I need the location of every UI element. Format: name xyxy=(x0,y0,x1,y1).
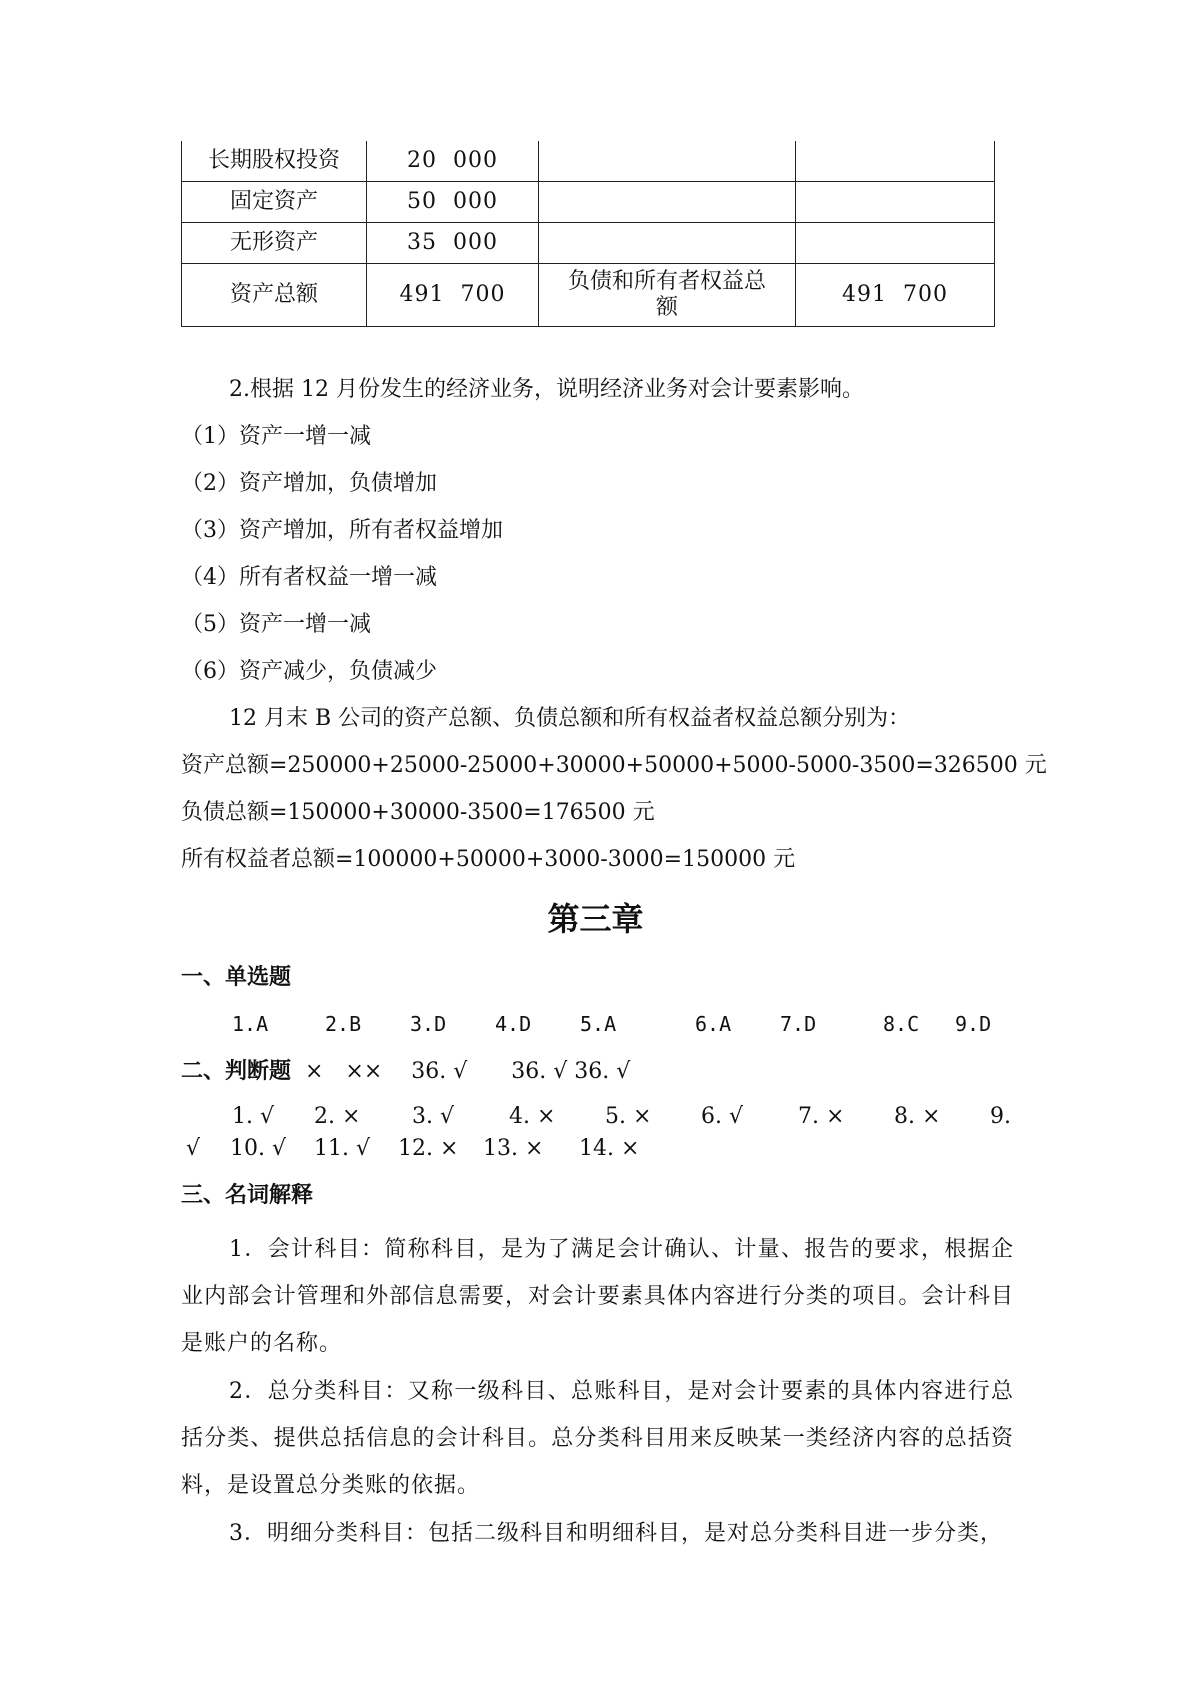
table-row xyxy=(182,223,995,264)
table-cell: 50 000 xyxy=(367,182,539,223)
formula-liabilities: 负债总额=150000+30000-3500=176500 元 xyxy=(181,800,655,825)
answer-item: 2. × xyxy=(314,1104,361,1129)
answer-item: 7. × xyxy=(798,1104,845,1129)
formula-assets: 资产总额=250000+25000-25000+30000+50000+5000-5000-3500=326500 元 xyxy=(181,753,1047,778)
table-cell xyxy=(796,141,995,182)
table-row xyxy=(182,182,995,223)
answer-item: 1.A xyxy=(232,1012,269,1036)
table-cell: 固定资产 xyxy=(182,182,367,223)
formula-equity: 所有权益者总额=100000+50000+3000-3000=150000 元 xyxy=(181,847,796,872)
summary-text: 12 月末 B 公司的资产总额、负债总额和所有权益者权益总额分别为： xyxy=(229,706,911,731)
table-row xyxy=(182,264,995,327)
term-paragraph: 1．会计科目：简称科目，是为了满足会计确认、计量、报告的要求，根据企业内部会计管理和外部信息需要，对会计要素具体内容进行分类的项目。会计科目是账户的名称。 xyxy=(181,1237,1014,1356)
answer-item: 5.A xyxy=(580,1012,617,1036)
term-paragraph: 3．明细分类科目：包括二级科目和明细科目，是对总分类科目进一步分类， xyxy=(229,1521,1003,1546)
answer-item: 6. √ xyxy=(701,1104,744,1129)
answer-item: 7.D xyxy=(780,1012,817,1036)
answer-item: 8. × xyxy=(894,1104,941,1129)
table-cell: 491 700 xyxy=(367,264,539,327)
table-cell xyxy=(796,182,995,223)
answer-item: 9. xyxy=(990,1104,1011,1129)
table-cell xyxy=(539,223,796,264)
table-row xyxy=(182,141,995,182)
true-false-heading: 二、判断题 xyxy=(181,1059,292,1084)
table-cell: 负债和所有者权益总额 xyxy=(539,264,796,327)
answer-item: 14. × xyxy=(579,1136,640,1161)
table-cell: 无形资产 xyxy=(182,223,367,264)
answer-item: 3.D xyxy=(410,1012,447,1036)
table-cell xyxy=(796,223,995,264)
balance-table xyxy=(181,141,995,327)
chapter-title: 第三章 xyxy=(547,900,644,938)
true-false-heading-marks: × ×× 36. √ 36. √ 36. √ xyxy=(305,1059,631,1084)
answer-item: 6.A xyxy=(695,1012,732,1036)
answer-item: 10. √ xyxy=(230,1136,286,1161)
table-cell xyxy=(539,141,796,182)
answer-item: 9.D xyxy=(955,1012,992,1036)
table-cell: 长期股权投资 xyxy=(182,141,367,182)
answer-item: 3. √ xyxy=(412,1104,455,1129)
answer-item: 13. × xyxy=(483,1136,544,1161)
list-item: （1）资产一增一减 xyxy=(181,424,371,449)
list-item: （2）资产增加，负债增加 xyxy=(181,471,437,496)
table-cell: 491 700 xyxy=(796,264,995,327)
term-paragraph: 2．总分类科目：又称一级科目、总账科目，是对会计要素的具体内容进行总括分类、提供总括信息的会计科目。总分类科目用来反映某一类经济内容的总括资料，是设置总分类账的依据。 xyxy=(181,1379,1014,1498)
answer-item: √ xyxy=(186,1136,201,1161)
table-cell: 20 000 xyxy=(367,141,539,182)
answer-item: 12. × xyxy=(398,1136,459,1161)
list-item: （3）资产增加，所有者权益增加 xyxy=(181,518,503,543)
answer-item: 11. √ xyxy=(314,1136,370,1161)
answer-item: 8.C xyxy=(883,1012,920,1036)
table-cell xyxy=(539,182,796,223)
answer-item: 4. × xyxy=(509,1104,556,1129)
answer-item: 4.D xyxy=(495,1012,532,1036)
answer-item: 1. √ xyxy=(232,1104,275,1129)
list-item: （4）所有者权益一增一减 xyxy=(181,565,437,590)
terms-heading: 三、名词解释 xyxy=(181,1183,314,1208)
list-item: （6）资产减少，负债减少 xyxy=(181,659,437,684)
table-cell: 35 000 xyxy=(367,223,539,264)
table-cell: 资产总额 xyxy=(182,264,367,327)
section2-intro: 2.根据 12 月份发生的经济业务，说明经济业务对会计要素影响。 xyxy=(229,377,864,402)
answer-item: 2.B xyxy=(325,1012,362,1036)
list-item: （5）资产一增一减 xyxy=(181,612,371,637)
single-choice-heading: 一、单选题 xyxy=(181,965,292,990)
answer-item: 5. × xyxy=(605,1104,652,1129)
